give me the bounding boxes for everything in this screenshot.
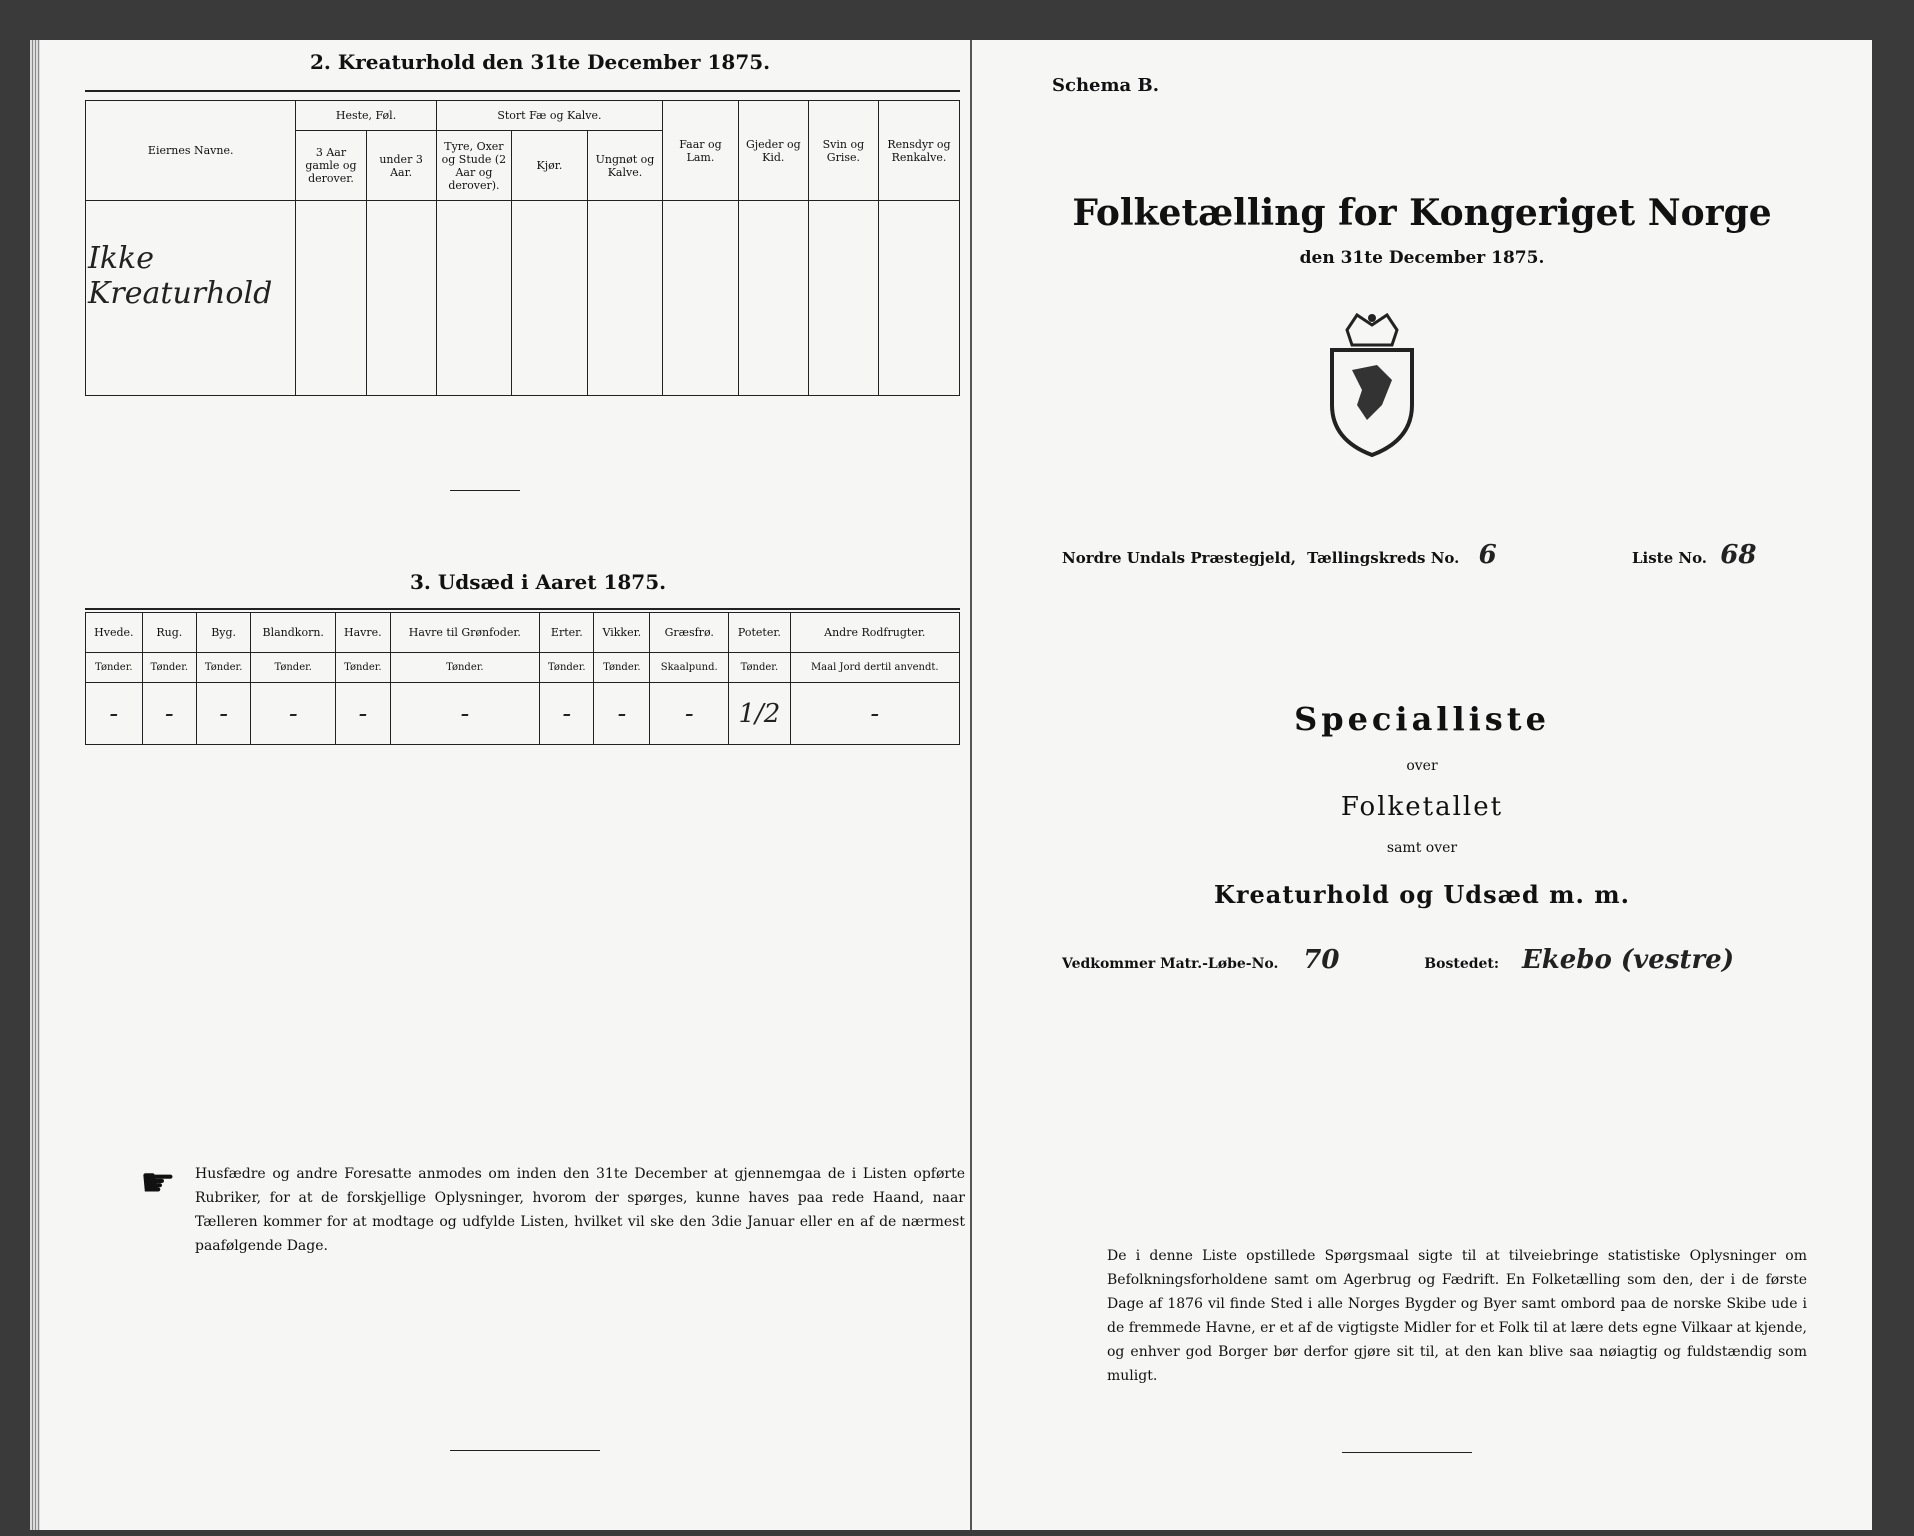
main-heading: Folketælling for Kongeriget Norge — [1072, 192, 1772, 234]
section2-title: 2. Kreaturhold den 31te December 1875. — [310, 50, 771, 74]
seed-value: - — [650, 683, 729, 745]
matr-no: 70 — [1303, 945, 1340, 975]
seed-value: - — [594, 683, 650, 745]
matr-label: Vedkommer Matr.-Løbe-No. — [1062, 956, 1279, 972]
rule — [85, 608, 960, 610]
seed-header: Byg. — [196, 613, 250, 653]
seed-unit: Tønder. — [336, 653, 390, 683]
seed-unit: Tønder. — [390, 653, 540, 683]
notice-text: Husfædre og andre Foresatte anmodes om inden den 31te December at gjennemgaa de i Listen opførte Rubriker, for at de forskjellige Oplysninger, hvorom der spørges, kunne haves paa rede Haand, naar Tælleren kommer for at modtage og udfylde Listen, hvilket vil ske den 3die Januar eller en af de nærmest paafølgende Dage. — [195, 1166, 965, 1254]
pointing-hand-icon: ☛ — [140, 1160, 176, 1206]
header-pigs: Svin og Grise. — [808, 101, 878, 201]
parish-line — [1062, 540, 1756, 570]
seed-unit: Tønder. — [251, 653, 336, 683]
section3-title: 3. Udsæd i Aaret 1875. — [410, 570, 667, 594]
cell — [808, 201, 878, 396]
owner-entry: Ikke Kreaturhold — [88, 241, 273, 311]
seed-value: 1/2 — [729, 683, 790, 745]
seed-header: Havre. — [336, 613, 390, 653]
seed-header: Poteter. — [729, 613, 790, 653]
seed-unit: Tønder. — [142, 653, 196, 683]
seed-unit: Tønder. — [86, 653, 143, 683]
seed-value: - — [196, 683, 250, 745]
seed-value: - — [336, 683, 390, 745]
cell — [436, 201, 512, 396]
seed-header: Rug. — [142, 613, 196, 653]
seed-header-row — [86, 613, 960, 653]
matr-line — [1062, 945, 1734, 975]
cell — [878, 201, 959, 396]
cell — [512, 201, 588, 396]
header-horses: Heste, Føl. — [296, 101, 436, 131]
district-no: 6 — [1478, 540, 1497, 570]
census-date: den 31te December 1875. — [1299, 248, 1545, 268]
header-cattle-young: Ungnøt og Kalve. — [587, 131, 663, 201]
seed-header: Erter. — [540, 613, 594, 653]
header-goats: Gjeder og Kid. — [738, 101, 808, 201]
seed-table — [85, 612, 960, 745]
page-edges — [30, 40, 40, 1530]
folketallet-title: Folketallet — [1340, 792, 1504, 822]
seed-value: - — [790, 683, 959, 745]
district-label: Tællingskreds No. — [1307, 549, 1460, 567]
divider — [450, 1450, 600, 1451]
bosted-label: Bostedet: — [1424, 956, 1500, 972]
seed-header: Vikker. — [594, 613, 650, 653]
seed-header: Hvede. — [86, 613, 143, 653]
footer-text: De i denne Liste opstillede Spørgsmaal sigte til at tilveiebringe statistiske Oplysninger om Befolkningsforholdene samt om Agerbrug og Fædrift. En Folketælling som den, der i de første Dage af 1876 vil finde Sted i alle Norges Bygder og Byer samt ombord paa de norske Skibe ude i de fremmede Havne, er et af de vigtigste Midler for et Folk til at lære dets egne Vilkaar at kjende, og enhver god Borger bør derfor gjøre sit til, at den kan blive saa nøiagtig og fuldstændig som muligt. — [1107, 1248, 1807, 1384]
header-cattle-bull: Tyre, Oxer og Stude (2 Aar og derover). — [436, 131, 512, 201]
rule — [85, 90, 960, 92]
seed-header: Andre Rodfrugter. — [790, 613, 959, 653]
seed-unit: Skaalpund. — [650, 653, 729, 683]
specialliste-title: Specialliste — [1294, 700, 1550, 738]
list-label: Liste No. — [1631, 549, 1708, 567]
seed-value: - — [86, 683, 143, 745]
divider — [450, 490, 520, 491]
livestock-table — [85, 100, 960, 396]
cell — [663, 201, 739, 396]
header-horse-old: 3 Aar gamle og derover. — [296, 131, 366, 201]
cell — [587, 201, 663, 396]
over-text: over — [1406, 758, 1438, 774]
cell — [296, 201, 366, 396]
bosted-value: Ekebo (vestre) — [1521, 945, 1735, 975]
seed-value: - — [540, 683, 594, 745]
owner-cell — [86, 201, 296, 396]
seed-value: - — [251, 683, 336, 745]
seed-unit: Tønder. — [196, 653, 250, 683]
header-cattle-cow: Kjør. — [512, 131, 588, 201]
cell — [366, 201, 436, 396]
left-page — [40, 40, 971, 1530]
seed-unit: Tønder. — [540, 653, 594, 683]
seed-unit: Tønder. — [594, 653, 650, 683]
samt-over-text: samt over — [1386, 840, 1458, 856]
header-owner: Eiernes Navne. — [86, 101, 296, 201]
list-no: 68 — [1720, 540, 1757, 570]
seed-unit: Tønder. — [729, 653, 790, 683]
right-page — [970, 40, 1872, 1530]
schema-label: Schema B. — [1052, 75, 1159, 96]
seed-value: - — [142, 683, 196, 745]
seed-value: - — [390, 683, 540, 745]
seed-unit: Maal Jord dertil anvendt. — [790, 653, 959, 683]
header-cattle: Stort Fæ og Kalve. — [436, 101, 663, 131]
seed-header: Havre til Grønfoder. — [390, 613, 540, 653]
header-horse-young: under 3 Aar. — [366, 131, 436, 201]
header-reindeer: Rensdyr og Renkalve. — [878, 101, 959, 201]
cell — [738, 201, 808, 396]
seed-unit-row — [86, 653, 960, 683]
seed-header: Blandkorn. — [251, 613, 336, 653]
header-sheep: Faar og Lam. — [663, 101, 739, 201]
kreaturhold-title: Kreaturhold og Udsæd m. m. — [1214, 880, 1630, 909]
parish-label: Nordre Undals Præstegjeld, — [1062, 549, 1296, 567]
seed-header: Græsfrø. — [650, 613, 729, 653]
norway-coat-of-arms-icon — [1317, 310, 1427, 460]
divider — [1342, 1452, 1472, 1453]
seed-value-row — [86, 683, 960, 745]
